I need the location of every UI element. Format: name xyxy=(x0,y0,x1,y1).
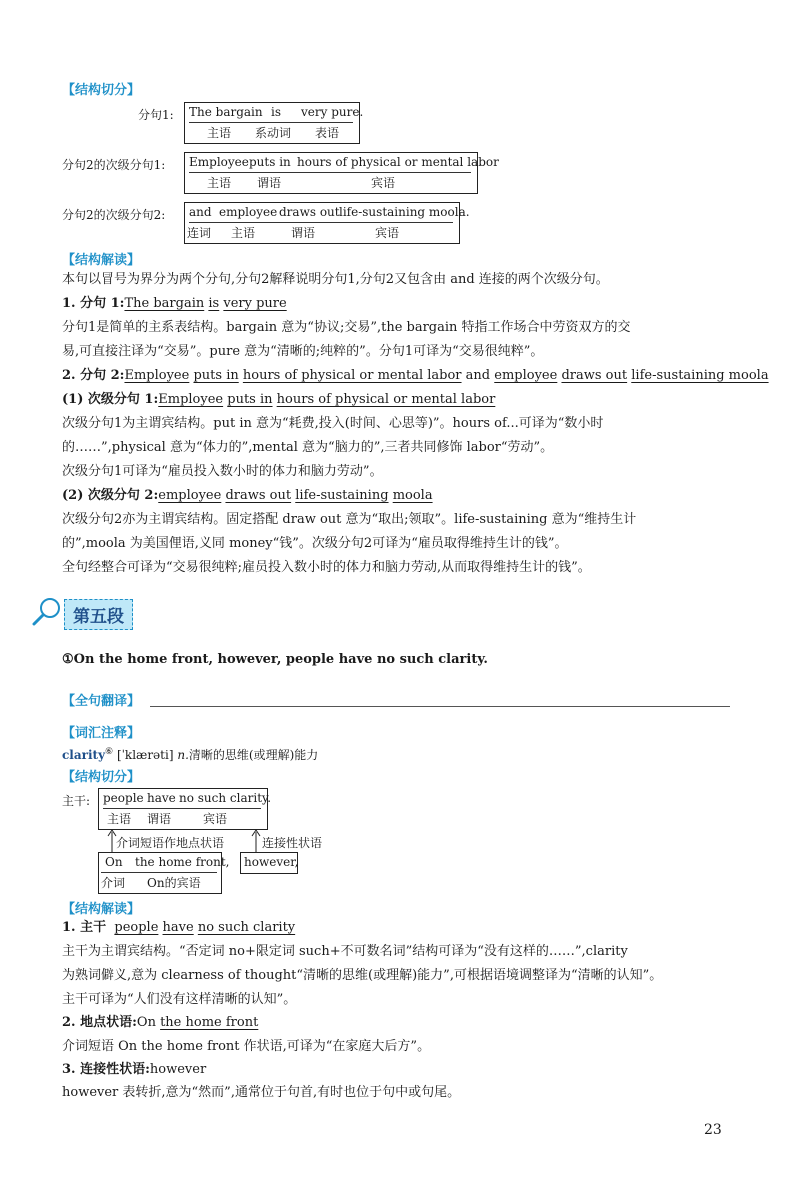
explain1-p2-head: 2. 分句 2: xyxy=(62,368,125,383)
diagram1-cn-verb: 系动词 xyxy=(255,126,292,140)
explain1-s2-a: 次级分句2亦为主谓宾结构。固定搭配 draw out 意为“取出;领取”。life-sustaining 意为“维持生计 xyxy=(62,512,637,527)
diagram4-main-box xyxy=(98,788,272,830)
explain1-s2-w4: moola xyxy=(392,488,433,503)
explain1-p2-w4: and xyxy=(465,368,491,383)
explain2-p1-w1: people xyxy=(114,920,159,935)
translation-blank-line xyxy=(150,706,730,707)
diagram2-en-verb: puts in xyxy=(249,155,291,169)
page-number: 23 xyxy=(704,1122,722,1138)
explain1-s2-line xyxy=(62,486,433,506)
explain1-p2-line xyxy=(62,366,769,386)
diagram4-pp-en-object: the home front, xyxy=(135,855,230,869)
vocab-word: clarity xyxy=(62,748,106,762)
explain1-p1-line xyxy=(62,294,287,314)
explain1-p1-w3: very pure xyxy=(223,296,287,311)
explain2-p1-head: 1. 主干 xyxy=(62,920,107,935)
diagram2-cn-subject: 主语 xyxy=(207,176,232,190)
diagram3-cn-object: 宾语 xyxy=(375,226,400,240)
explain1-p1-b: 易,可直接注译为“交易”。pure 意为“清晰的;纯粹的”。分句1可译为“交易很纯粹”。 xyxy=(62,344,544,359)
header-structure-split-2: 【结构切分】 xyxy=(62,770,141,785)
explain1-s2-b: 的”,moola 为美国俚语,义同 money“钱”。次级分句2可译为“雇员取得维持生计的钱”。 xyxy=(62,536,568,551)
vocab-phonetic: [ˈklærəti] xyxy=(116,748,174,762)
diagram1-box xyxy=(184,102,364,144)
explain1-s2-w3: life-sustaining xyxy=(295,488,389,503)
explain1-s2-head: (2) 次级分句 2: xyxy=(62,488,159,503)
diagram4-en-subject: people xyxy=(103,791,144,805)
vocab-pos: n. xyxy=(177,748,189,762)
diagram3-box xyxy=(184,202,470,244)
explain2-p2-line xyxy=(62,1013,258,1033)
diagram4-pp-en-prep: On xyxy=(105,855,123,869)
magnifier-icon xyxy=(30,596,66,626)
explain1-s1-c: 次级分句1可译为“雇员投入数小时的体力和脑力劳动”。 xyxy=(62,464,383,479)
explain2-p1-w3: no such clarity xyxy=(197,920,296,935)
explain2-p1-w2: have xyxy=(162,920,194,935)
diagram3-en-conj: and xyxy=(189,205,212,219)
section-title: 第五段 xyxy=(64,599,133,630)
explain1-s1-head: (1) 次级分句 1: xyxy=(62,392,159,407)
explain1-p1-a: 分句1是简单的主系表结构。bargain 意为“协议;交易”,the bargain 特指工作场合中劳资双方的交 xyxy=(62,320,631,335)
diagram1-en-pred: very pure. xyxy=(301,105,364,119)
explain2-p2-head: 2. 地点状语: xyxy=(62,1015,137,1030)
diagram3-cn-subject: 主语 xyxy=(231,226,256,240)
explain1-s2-w1: employee xyxy=(158,488,222,503)
diagram4-however: however, xyxy=(244,855,299,869)
explain1-p2-w7: life-sustaining moola xyxy=(631,368,769,383)
explain2-p2-w2: the home front xyxy=(160,1015,259,1030)
diagram2-en-object: hours of physical or mental labor xyxy=(297,155,499,169)
explain1-s1-w2: puts in xyxy=(227,392,273,407)
diagram4-en-object: no such clarity. xyxy=(179,791,272,805)
explain1-p1-w2: is xyxy=(208,296,220,311)
diagram4-main-label: 主干: xyxy=(62,794,91,808)
diagram3-divider xyxy=(189,222,453,223)
explain2-p1-line xyxy=(62,918,295,938)
diagram4-note-right: 连接性状语 xyxy=(262,836,323,850)
explain2-p3-word: however xyxy=(149,1062,207,1077)
explain1-s1-a: 次级分句1为主谓宾结构。put in 意为“耗费,投入(时间、心思等)”。hours of...可译为“数小时 xyxy=(62,416,604,431)
diagram1-en-subject: The bargain xyxy=(189,105,263,119)
vocab-meaning: 清晰的思维(或理解)能力 xyxy=(188,748,319,762)
diagram1-divider xyxy=(189,122,353,123)
explain1-p2-w2: puts in xyxy=(193,368,239,383)
explain1-s1-w1: Employee xyxy=(158,392,224,407)
diagram4-pp-cn-prep: 介词 xyxy=(101,876,126,890)
diagram2-box xyxy=(184,152,499,194)
diagram4-main-divider xyxy=(103,808,261,809)
header-structure-explain: 【结构解读】 xyxy=(62,253,141,268)
explain2-p3-head: 3. 连接性状语: xyxy=(62,1062,150,1077)
diagram4-however-box xyxy=(240,852,298,874)
diagram3-cn-verb: 谓语 xyxy=(291,226,316,240)
explain1-p1-w1: The bargain xyxy=(124,296,205,311)
sentence: ①On the home front, however, people have no such clarity. xyxy=(62,652,488,667)
diagram2-divider xyxy=(189,172,471,173)
explain1-s1-w3: hours of physical or mental labor xyxy=(276,392,496,407)
header-structure-explain-2: 【结构解读】 xyxy=(62,902,141,917)
diagram1-cn-subject: 主语 xyxy=(207,126,232,140)
diagram4-en-verb: have xyxy=(147,791,176,805)
diagram2-cn-object: 宾语 xyxy=(371,176,396,190)
diagram4-pp-divider xyxy=(101,872,217,873)
diagram1-en-verb: is xyxy=(271,105,281,119)
explain2-p1-a: 主干为主谓宾结构。“否定词 no+限定词 such+不可数名词”结构可译为“没有这样的……”,clarity xyxy=(62,944,628,959)
explain1-s1-line xyxy=(62,390,495,410)
diagram4-cn-object: 宾语 xyxy=(203,812,228,826)
diagram2-en-subject: Employee xyxy=(189,155,249,169)
explain2-p3-a: however 表转折,意为“然而”,通常位于句首,有时也位于句中或句尾。 xyxy=(62,1085,461,1100)
header-vocab: 【词汇注释】 xyxy=(62,726,141,741)
diagram4-cn-verb: 谓语 xyxy=(147,812,172,826)
explain1-intro: 本句以冒号为界分为两个分句,分句2解释说明分句1,分句2又包含由 and 连接的两个次级分句。 xyxy=(62,272,609,287)
explain2-p1-b: 为熟词僻义,意为 clearness of thought“清晰的思维(或理解)能力”,可根据语境调整译为“清晰的认知”。 xyxy=(62,968,663,983)
diagram1-cn-pred: 表语 xyxy=(315,126,340,140)
explain1-p1-head: 1. 分句 1: xyxy=(62,296,125,311)
diagram2-cn-verb: 谓语 xyxy=(257,176,282,190)
explain2-p3-line xyxy=(62,1060,206,1080)
explain1-p2-w6: draws out xyxy=(561,368,628,383)
explain2-p2-w1: On xyxy=(136,1015,156,1030)
diagram3-label: 分句2的次级分句2: xyxy=(62,208,166,222)
diagram4-note-left: 介词短语作地点状语 xyxy=(116,836,225,850)
explain1-p2-w1: Employee xyxy=(124,368,190,383)
explain2-p1-c: 主干可译为“人们没有这样清晰的认知”。 xyxy=(62,992,297,1007)
diagram2-label: 分句2的次级分句1: xyxy=(62,158,166,172)
explain1-s1-b: 的……”,physical 意为“体力的”,mental 意为“脑力的”,三者共同修饰 labor“劳动”。 xyxy=(62,440,554,455)
diagram3-cn-conj: 连词 xyxy=(187,226,212,240)
diagram1-label: 分句1: xyxy=(138,108,174,122)
explain1-p2-w5: employee xyxy=(494,368,558,383)
explain2-p2-a: 介词短语 On the home front 作状语,可译为“在家庭大后方”。 xyxy=(62,1039,431,1054)
explain1-s2-c: 全句经整合可译为“交易很纯粹;雇员投入数小时的体力和脑力劳动,从而取得维持生计的钱”。 xyxy=(62,560,591,575)
diagram3-en-subject: employee xyxy=(219,205,278,219)
header-structure-split: 【结构切分】 xyxy=(62,83,141,98)
vocab-mark: ⑥ xyxy=(105,747,114,757)
diagram4-cn-subject: 主语 xyxy=(107,812,132,826)
explain1-p2-w3: hours of physical or mental labor xyxy=(242,368,462,383)
vocab-entry xyxy=(62,742,318,765)
diagram3-en-object: life-sustaining moola. xyxy=(339,205,470,219)
header-full-translation: 【全句翻译】 xyxy=(62,694,141,709)
diagram4-pp-cn-object: On的宾语 xyxy=(147,876,201,890)
diagram3-en-verb: draws out xyxy=(279,205,340,219)
explain1-s2-w2: draws out xyxy=(225,488,292,503)
diagram4-pp-box xyxy=(98,852,230,894)
